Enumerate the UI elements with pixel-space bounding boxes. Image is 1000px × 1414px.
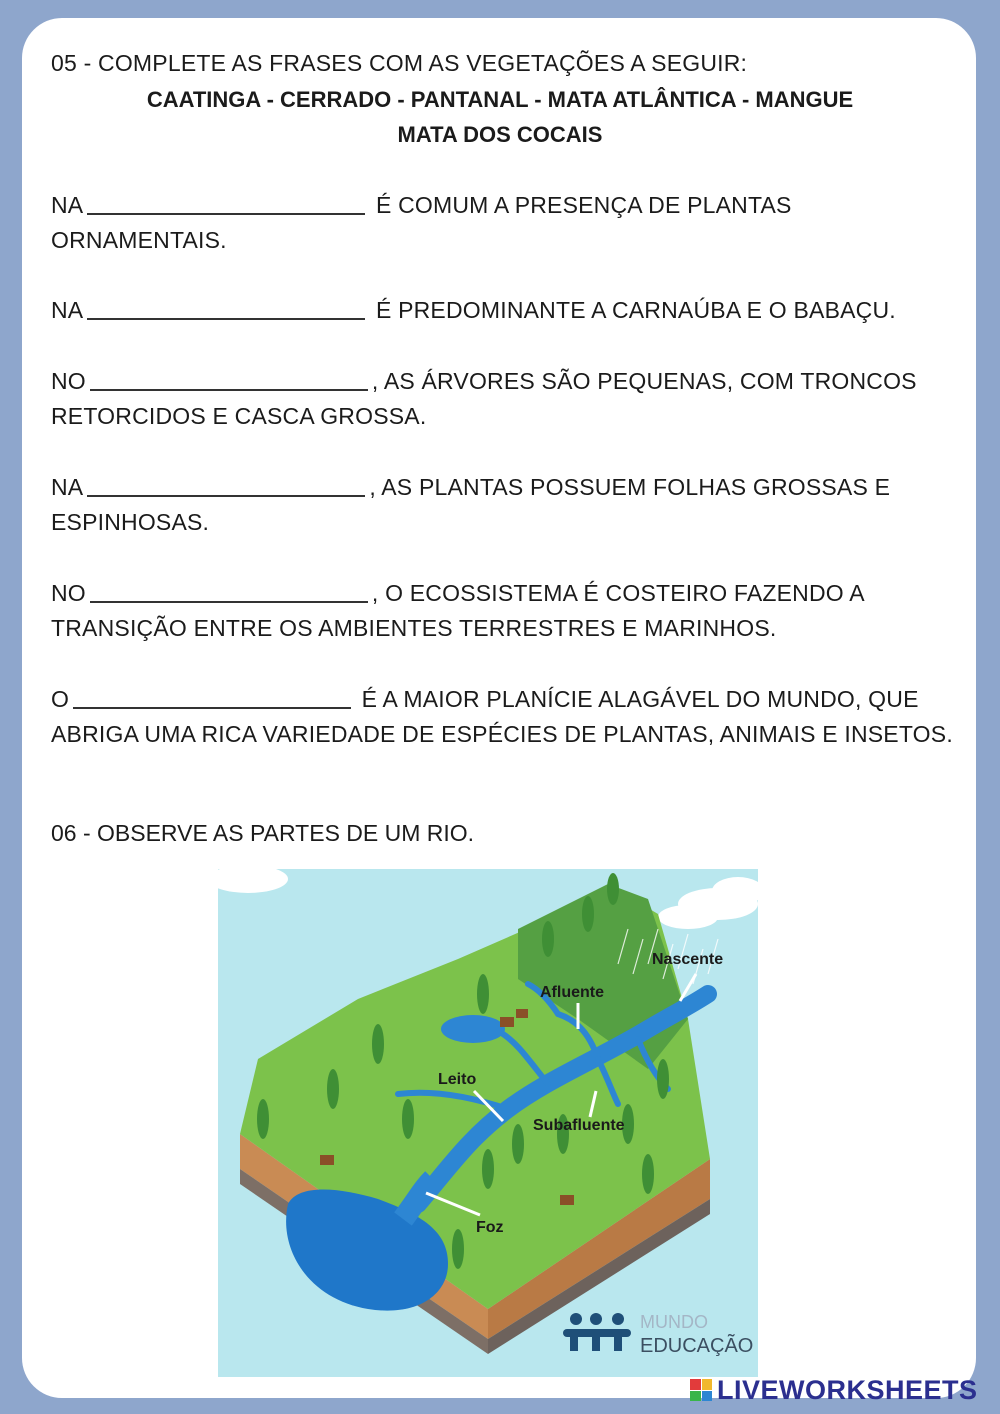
label-subafluente: Subafluente — [533, 1117, 625, 1134]
answer-blank-1[interactable] — [87, 191, 365, 215]
liveworksheets-logo[interactable] — [690, 1374, 978, 1406]
sentence-2-start: NA — [51, 297, 84, 323]
answer-blank-6[interactable] — [73, 685, 351, 709]
sentence-1-end: É COMUM A PRESENÇA DE PLANTAS ORNAMENTAIS. — [51, 192, 792, 253]
sentence-1-start: NA — [51, 192, 84, 218]
pond — [441, 1015, 505, 1043]
label-leito: Leito — [438, 1071, 477, 1088]
credit-line-2: EDUCAÇÃO — [640, 1335, 754, 1357]
sentence-5 — [51, 576, 956, 646]
sentence-6-end: É A MAIOR PLANÍCIE ALAGÁVEL DO MUNDO, QUE ABRIGA UMA RICA VARIEDADE DE ESPÉCIES DE PLANTAS, ANIMAIS E INSETOS. — [51, 686, 953, 747]
question-6-title: 06 - OBSERVE AS PARTES DE UM RIO. — [51, 820, 475, 846]
vegetation-options-line-2: MATA DOS COCAIS — [397, 122, 603, 147]
sentence-4 — [51, 470, 956, 540]
sentence-1 — [51, 188, 956, 258]
sentence-4-end: , AS PLANTAS POSSUEM FOLHAS GROSSAS E ESPINHOSAS. — [51, 474, 891, 535]
answer-blank-3[interactable] — [90, 367, 368, 391]
label-afluente: Afluente — [540, 984, 604, 1001]
vegetation-options-line-1: CAATINGA - CERRADO - PANTANAL - MATA ATLÂNTICA - MANGUE — [146, 87, 854, 112]
sentence-3-end: , AS ÁRVORES SÃO PEQUENAS, COM TRONCOS RETORCIDOS E CASCA GROSSA. — [51, 368, 917, 429]
credit-line-1: MUNDO — [640, 1312, 708, 1332]
question-5-title: 05 - COMPLETE AS FRASES COM AS VEGETAÇÕES A SEGUIR: — [51, 50, 748, 76]
answer-blank-2[interactable] — [87, 296, 365, 320]
sentence-3 — [51, 364, 956, 434]
sentence-5-start: NO — [51, 580, 86, 606]
answer-blank-4[interactable] — [87, 473, 365, 497]
river-parts-illustration — [218, 869, 758, 1377]
label-foz: Foz — [476, 1219, 504, 1236]
sentence-6-start: O — [51, 686, 70, 712]
liveworksheets-icon — [690, 1379, 712, 1401]
sentence-3-start: NO — [51, 368, 86, 394]
answer-blank-5[interactable] — [90, 579, 368, 603]
liveworksheets-wordmark: LIVEWORKSHEETS — [717, 1374, 978, 1405]
label-nascente: Nascente — [652, 951, 724, 968]
sentence-6 — [51, 682, 956, 752]
sentence-2-end: É PREDOMINANTE A CARNAÚBA E O BABAÇU. — [369, 297, 896, 323]
sentence-4-start: NA — [51, 474, 84, 500]
sentence-2 — [51, 293, 956, 328]
sentence-5-end: , O ECOSSISTEMA É COSTEIRO FAZENDO A TRANSIÇÃO ENTRE OS AMBIENTES TERRESTRES E MARINHOS. — [51, 580, 864, 641]
